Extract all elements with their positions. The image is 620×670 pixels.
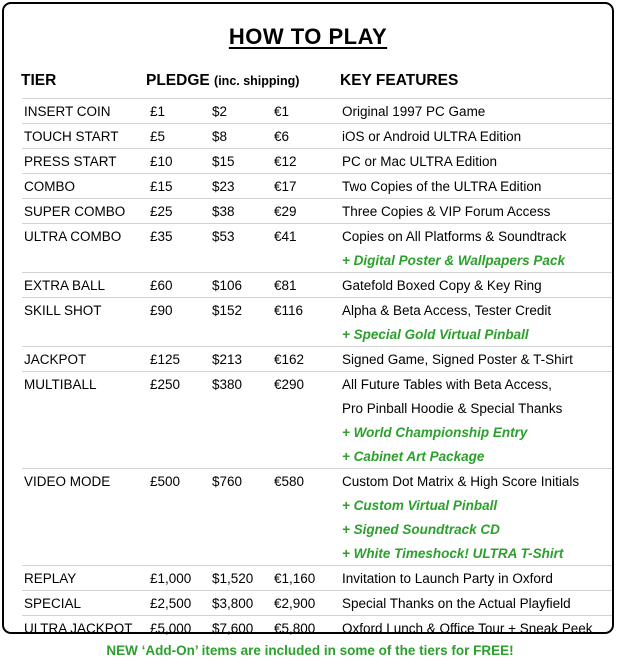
pledge-eur: €17 bbox=[274, 179, 297, 194]
add-on-line bbox=[22, 493, 612, 517]
pledge-usd: $152 bbox=[212, 303, 243, 318]
pledge-usd: $53 bbox=[212, 229, 235, 244]
pledge-eur: €1,160 bbox=[274, 571, 316, 586]
key-feature: Copies on All Platforms & Soundtrack bbox=[342, 229, 567, 244]
add-on-line bbox=[22, 444, 612, 468]
tier-row-main-line bbox=[22, 149, 612, 173]
key-feature-continued: Pro Pinball Hoodie & Special Thanks bbox=[342, 401, 563, 416]
pledge-gbp: £500 bbox=[150, 474, 181, 489]
key-feature: Oxford Lunch & Office Tour + Sneak Peek bbox=[342, 621, 593, 636]
key-feature: Invitation to Launch Party in Oxford bbox=[342, 571, 553, 586]
pledge-gbp: £250 bbox=[150, 377, 181, 392]
tier-name: SUPER COMBO bbox=[24, 204, 126, 219]
pledge-gbp: £25 bbox=[150, 204, 173, 219]
pledge-eur: €116 bbox=[274, 303, 304, 318]
tier-row bbox=[22, 565, 612, 590]
tier-name: ULTRA COMBO bbox=[24, 229, 122, 244]
tier-row-main-line bbox=[22, 99, 612, 123]
pledge-gbp: £1,000 bbox=[150, 571, 192, 586]
pledge-gbp: £10 bbox=[150, 154, 173, 169]
pledge-gbp: £125 bbox=[150, 352, 181, 367]
pledge-gbp: £90 bbox=[150, 303, 173, 318]
tier-row bbox=[22, 468, 612, 565]
tier-name: COMBO bbox=[24, 179, 76, 194]
pledge-usd: $7,600 bbox=[212, 621, 254, 636]
add-on-item: + Cabinet Art Package bbox=[342, 449, 485, 464]
tier-row-main-line bbox=[22, 273, 612, 297]
how-to-play-card bbox=[2, 2, 614, 634]
tier-name: PRESS START bbox=[24, 154, 117, 169]
pledge-eur: €2,900 bbox=[274, 596, 316, 611]
tier-row bbox=[22, 123, 612, 148]
pledge-usd: $1,520 bbox=[212, 571, 254, 586]
pledge-usd: $8 bbox=[212, 129, 228, 144]
tier-column-header: TIER bbox=[21, 72, 57, 89]
tier-name: EXTRA BALL bbox=[24, 278, 106, 293]
tier-row-main-line bbox=[22, 469, 612, 493]
add-on-item: + White Timeshock! ULTRA T-Shirt bbox=[342, 546, 564, 561]
add-on-footnote: NEW ‘Add-On’ items are included in some of the tiers for FREE! bbox=[106, 643, 514, 658]
tier-row-main-line bbox=[22, 224, 612, 248]
tier-name: TOUCH START bbox=[24, 129, 119, 144]
pledge-eur: €5,800 bbox=[274, 621, 316, 636]
tier-name: SPECIAL bbox=[24, 596, 82, 611]
pledge-eur: €41 bbox=[274, 229, 297, 244]
pledge-usd: $380 bbox=[212, 377, 243, 392]
tier-row-main-line bbox=[22, 124, 612, 148]
tier-row-main-line bbox=[22, 616, 612, 640]
pledge-header-label: PLEDGE bbox=[146, 72, 210, 89]
pledge-usd: $3,800 bbox=[212, 596, 254, 611]
pledge-column-header bbox=[146, 72, 299, 90]
pledge-gbp: £5,000 bbox=[150, 621, 192, 636]
add-on-line bbox=[22, 541, 612, 565]
tier-row-main-line bbox=[22, 591, 612, 615]
add-on-line bbox=[22, 322, 612, 346]
pledge-usd: $15 bbox=[212, 154, 235, 169]
tier-row-main-line bbox=[22, 174, 612, 198]
add-on-line bbox=[22, 248, 612, 272]
pledge-eur: €290 bbox=[274, 377, 305, 392]
tier-row-main-line bbox=[22, 199, 612, 223]
pledge-usd: $760 bbox=[212, 474, 243, 489]
tier-row-main-line bbox=[22, 347, 612, 371]
key-feature: iOS or Android ULTRA Edition bbox=[342, 129, 522, 144]
pledge-eur: €6 bbox=[274, 129, 290, 144]
key-feature: PC or Mac ULTRA Edition bbox=[342, 154, 498, 169]
key-feature: Custom Dot Matrix & High Score Initials bbox=[342, 474, 580, 489]
key-feature: Alpha & Beta Access, Tester Credit bbox=[342, 303, 552, 318]
add-on-item: + Digital Poster & Wallpapers Pack bbox=[342, 253, 565, 268]
tier-name: JACKPOT bbox=[24, 352, 87, 367]
add-on-item: + World Championship Entry bbox=[342, 425, 528, 440]
pledge-eur: €81 bbox=[274, 278, 297, 293]
pledge-gbp: £1 bbox=[150, 104, 166, 119]
key-feature: Special Thanks on the Actual Playfield bbox=[342, 596, 571, 611]
add-on-item: + Special Gold Virtual Pinball bbox=[342, 327, 529, 342]
tier-row-main-line bbox=[22, 566, 612, 590]
add-on-item: + Signed Soundtrack CD bbox=[342, 522, 500, 537]
tier-row bbox=[22, 223, 612, 272]
tier-name: MULTIBALL bbox=[24, 377, 97, 392]
page-title: HOW TO PLAY bbox=[228, 24, 388, 49]
tier-table bbox=[22, 98, 612, 640]
add-on-line bbox=[22, 517, 612, 541]
tier-row bbox=[22, 272, 612, 297]
pledge-usd: $106 bbox=[212, 278, 243, 293]
pledge-eur: €1 bbox=[274, 104, 290, 119]
tier-row bbox=[22, 346, 612, 371]
add-on-item: + Custom Virtual Pinball bbox=[342, 498, 498, 513]
tier-row bbox=[22, 371, 612, 468]
features-column-header: KEY FEATURES bbox=[340, 72, 459, 89]
pledge-usd: $38 bbox=[212, 204, 235, 219]
tier-row-extra-line bbox=[22, 396, 612, 420]
tier-name: ULTRA JACKPOT bbox=[24, 621, 133, 636]
pledge-gbp: £15 bbox=[150, 179, 173, 194]
pledge-usd: $213 bbox=[212, 352, 243, 367]
pledge-gbp: £60 bbox=[150, 278, 173, 293]
pledge-eur: €162 bbox=[274, 352, 305, 367]
tier-row-main-line bbox=[22, 372, 612, 396]
pledge-header-note: (inc. shipping) bbox=[214, 74, 300, 88]
tier-row bbox=[22, 615, 612, 640]
key-feature: Two Copies of the ULTRA Edition bbox=[342, 179, 542, 194]
tier-row-main-line bbox=[22, 298, 612, 322]
tier-row bbox=[22, 590, 612, 615]
tier-row bbox=[22, 198, 612, 223]
pledge-usd: $23 bbox=[212, 179, 235, 194]
pledge-eur: €580 bbox=[274, 474, 305, 489]
tier-row bbox=[22, 297, 612, 346]
pledge-gbp: £5 bbox=[150, 129, 166, 144]
key-feature: Three Copies & VIP Forum Access bbox=[342, 204, 551, 219]
tier-row bbox=[22, 98, 612, 123]
tier-name: REPLAY bbox=[24, 571, 77, 586]
tier-row bbox=[22, 148, 612, 173]
key-feature: Signed Game, Signed Poster & T-Shirt bbox=[342, 352, 573, 367]
pledge-gbp: £35 bbox=[150, 229, 173, 244]
pledge-eur: €12 bbox=[274, 154, 297, 169]
tier-row bbox=[22, 173, 612, 198]
pledge-gbp: £2,500 bbox=[150, 596, 192, 611]
tier-name: SKILL SHOT bbox=[24, 303, 102, 318]
key-feature: All Future Tables with Beta Access, bbox=[342, 377, 552, 392]
add-on-line bbox=[22, 420, 612, 444]
key-feature: Original 1997 PC Game bbox=[342, 104, 486, 119]
tier-name: VIDEO MODE bbox=[24, 474, 111, 489]
pledge-eur: €29 bbox=[274, 204, 297, 219]
key-feature: Gatefold Boxed Copy & Key Ring bbox=[342, 278, 542, 293]
tier-name: INSERT COIN bbox=[24, 104, 111, 119]
pledge-usd: $2 bbox=[212, 104, 228, 119]
